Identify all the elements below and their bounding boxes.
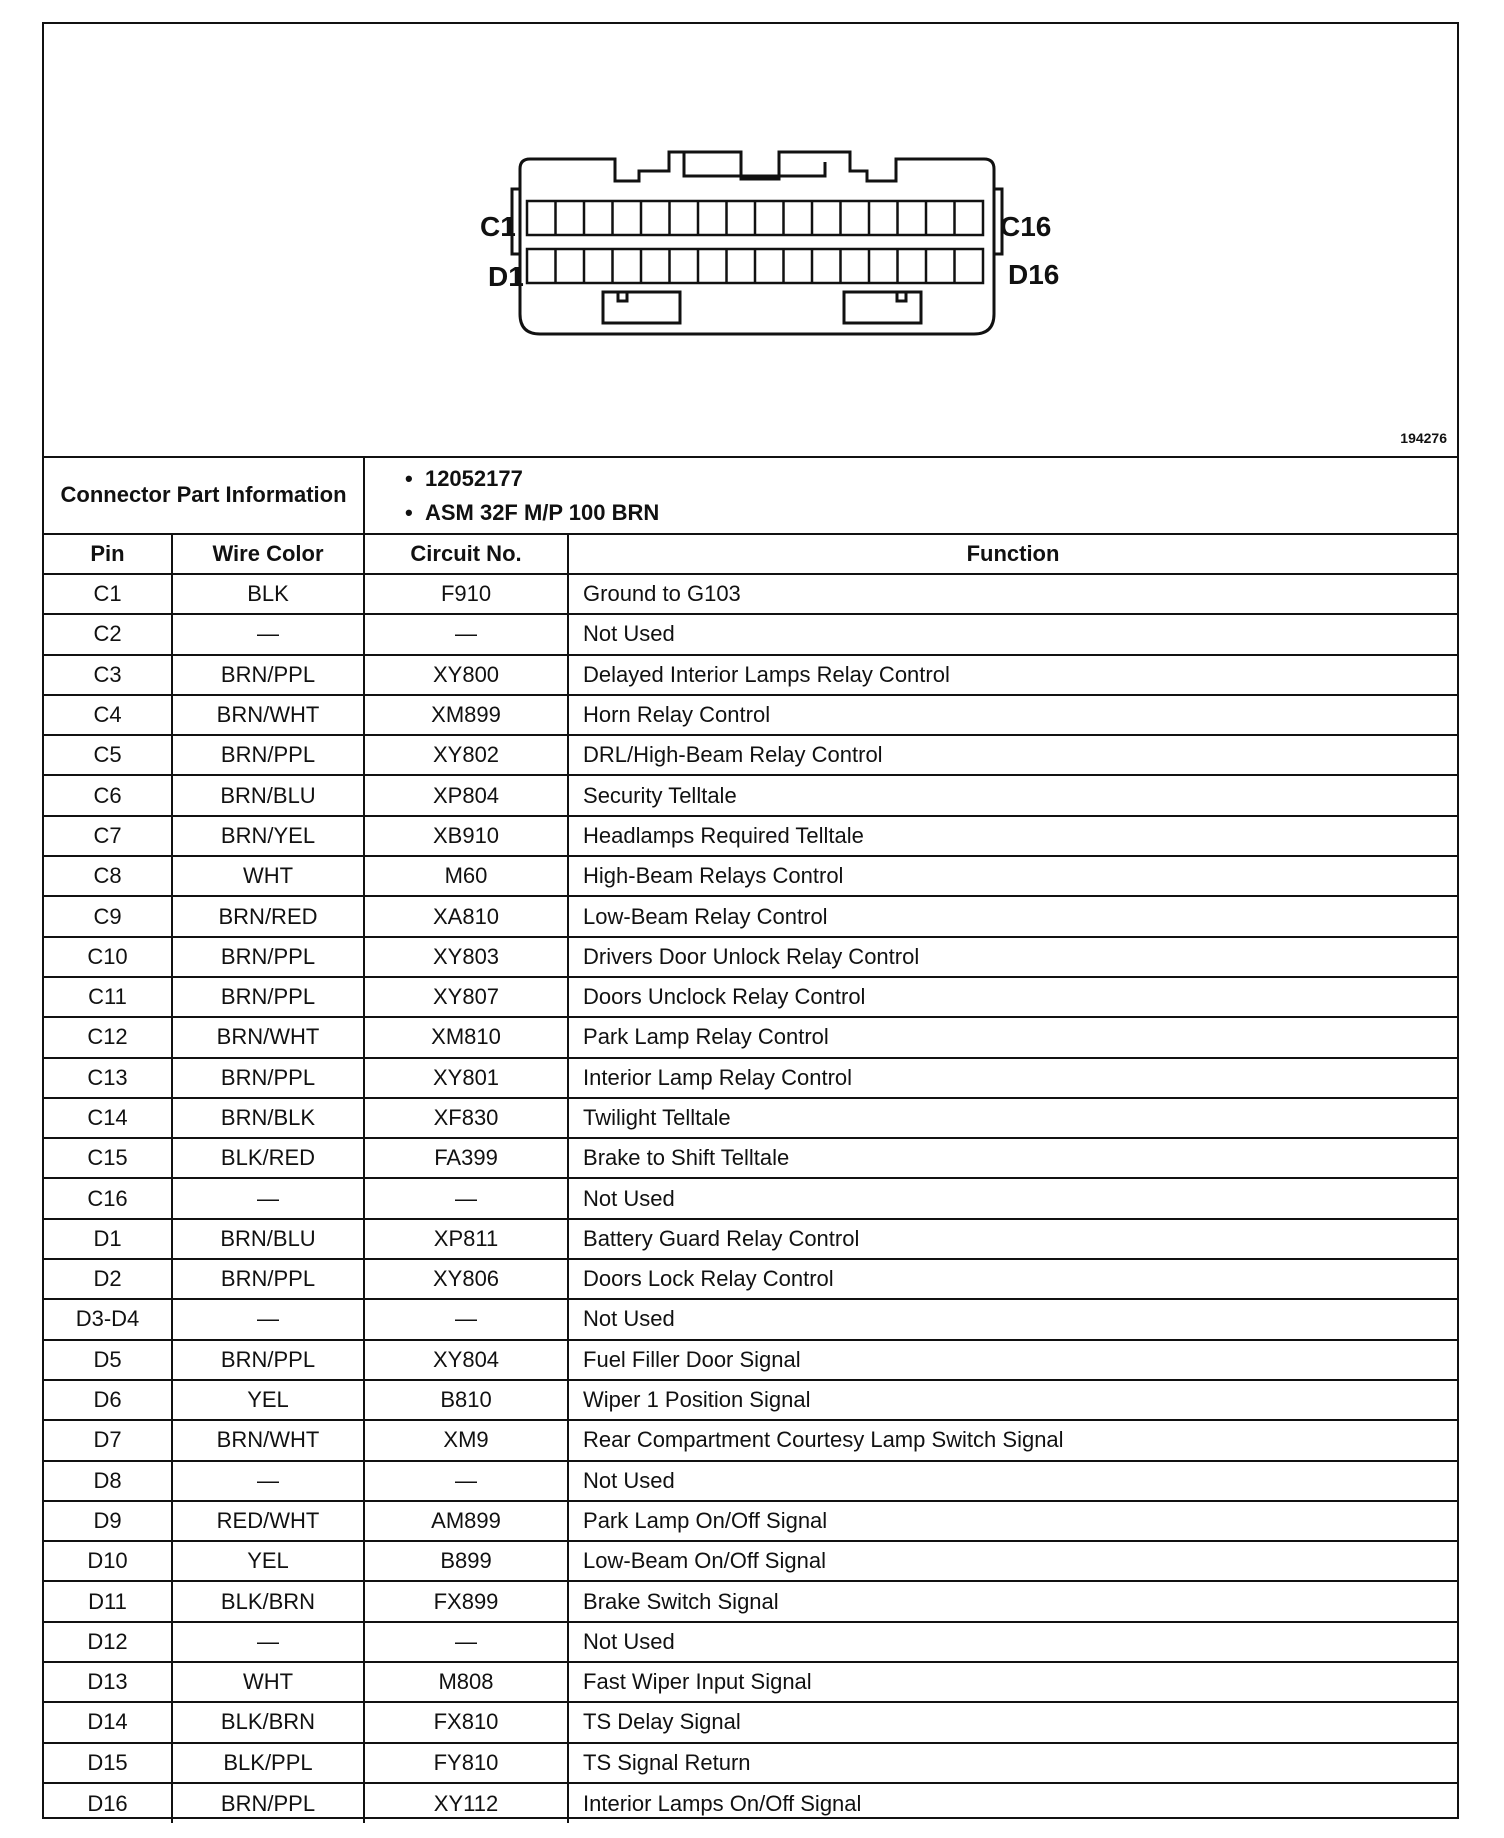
circuit-no-cell: — (364, 1622, 568, 1662)
circuit-no-cell: B810 (364, 1380, 568, 1420)
pin-label-c16: C16 (1000, 211, 1052, 242)
circuit-no-cell: FX899 (364, 1581, 568, 1621)
pin-cell: C16 (44, 1178, 172, 1218)
function-cell: TS Signal Return (568, 1743, 1457, 1783)
wire-color-cell: WHT (172, 1662, 364, 1702)
table-row (44, 1783, 1457, 1823)
function-cell: Twilight Telltale (568, 1098, 1457, 1138)
circuit-no-cell: XY803 (364, 937, 568, 977)
pin-cell: C7 (44, 816, 172, 856)
wire-color-cell: — (172, 1299, 364, 1339)
wire-color-cell: BRN/PPL (172, 977, 364, 1017)
function-cell: Headlamps Required Telltale (568, 816, 1457, 856)
wire-color-cell: YEL (172, 1380, 364, 1420)
pin-cell: D2 (44, 1259, 172, 1299)
function-cell: Not Used (568, 1461, 1457, 1501)
table-row (44, 775, 1457, 815)
function-cell: Interior Lamp Relay Control (568, 1058, 1457, 1098)
connector-sheet (42, 22, 1459, 1819)
wire-color-cell: BLK/RED (172, 1138, 364, 1178)
table-header-row (44, 534, 1457, 574)
wire-color-cell: BLK/BRN (172, 1581, 364, 1621)
circuit-no-cell: XP804 (364, 775, 568, 815)
circuit-no-cell: XY800 (364, 655, 568, 695)
circuit-no-cell: M808 (364, 1662, 568, 1702)
pin-cell: D5 (44, 1340, 172, 1380)
circuit-no-cell: FX810 (364, 1702, 568, 1742)
wire-color-cell: — (172, 1461, 364, 1501)
circuit-no-cell: XP811 (364, 1219, 568, 1259)
function-cell: Low-Beam Relay Control (568, 896, 1457, 936)
wire-color-cell: BRN/RED (172, 896, 364, 936)
circuit-no-cell: XY807 (364, 977, 568, 1017)
function-cell: Park Lamp Relay Control (568, 1017, 1457, 1057)
connector-diagram-area (44, 24, 1457, 458)
circuit-no-cell: FA399 (364, 1138, 568, 1178)
wire-color-cell: WHT (172, 856, 364, 896)
pin-cell: D11 (44, 1581, 172, 1621)
function-cell: Drivers Door Unlock Relay Control (568, 937, 1457, 977)
table-row (44, 1299, 1457, 1339)
function-cell: Not Used (568, 1178, 1457, 1218)
connector-info-label: Connector Part Information (44, 458, 364, 534)
pin-cell: C1 (44, 574, 172, 614)
pin-cell: C3 (44, 655, 172, 695)
function-cell: Not Used (568, 1299, 1457, 1339)
circuit-no-cell: F910 (364, 574, 568, 614)
function-cell: High-Beam Relays Control (568, 856, 1457, 896)
function-cell: Security Telltale (568, 775, 1457, 815)
circuit-no-cell: XY806 (364, 1259, 568, 1299)
function-cell: Fast Wiper Input Signal (568, 1662, 1457, 1702)
connector-info-item: • 12052177 (405, 465, 523, 491)
pin-cell: C2 (44, 614, 172, 654)
function-cell: Fuel Filler Door Signal (568, 1340, 1457, 1380)
table-row (44, 1461, 1457, 1501)
circuit-no-cell: XA810 (364, 896, 568, 936)
pin-label-c1: C1 (480, 211, 516, 242)
function-cell: Brake Switch Signal (568, 1581, 1457, 1621)
table-row (44, 1017, 1457, 1057)
pin-cell: C6 (44, 775, 172, 815)
circuit-no-cell: — (364, 614, 568, 654)
pin-cell: C4 (44, 695, 172, 735)
header-circuit-no: Circuit No. (364, 534, 568, 574)
table-row (44, 1380, 1457, 1420)
pin-cell: D10 (44, 1541, 172, 1581)
wire-color-cell: BRN/BLK (172, 1098, 364, 1138)
connector-info-item: • ASM 32F M/P 100 BRN (405, 499, 660, 525)
circuit-no-cell: — (364, 1299, 568, 1339)
function-cell: DRL/High-Beam Relay Control (568, 735, 1457, 775)
pin-cell: D7 (44, 1420, 172, 1460)
connector-body (512, 152, 1002, 334)
wire-color-cell: BRN/WHT (172, 1420, 364, 1460)
circuit-no-cell: XM810 (364, 1017, 568, 1057)
table-row (44, 937, 1457, 977)
table-row (44, 614, 1457, 654)
wire-color-cell: BRN/WHT (172, 1017, 364, 1057)
wire-color-cell: BRN/PPL (172, 1259, 364, 1299)
function-cell: Ground to G103 (568, 574, 1457, 614)
circuit-no-cell: B899 (364, 1541, 568, 1581)
wire-color-cell: BLK/BRN (172, 1702, 364, 1742)
table-row (44, 695, 1457, 735)
table-row (44, 1581, 1457, 1621)
wire-color-cell: BRN/PPL (172, 1783, 364, 1823)
table-row (44, 816, 1457, 856)
pin-table (44, 458, 1457, 1823)
wire-color-cell: BRN/PPL (172, 1340, 364, 1380)
pin-cell: C15 (44, 1138, 172, 1178)
wire-color-cell: — (172, 1178, 364, 1218)
table-row (44, 1340, 1457, 1380)
part-number: 12052177 (424, 465, 523, 491)
circuit-no-cell: — (364, 1461, 568, 1501)
wire-color-cell: — (172, 614, 364, 654)
table-row (44, 735, 1457, 775)
circuit-no-cell: XY802 (364, 735, 568, 775)
wire-color-cell: BRN/PPL (172, 1058, 364, 1098)
circuit-no-cell: XY804 (364, 1340, 568, 1380)
table-row (44, 1420, 1457, 1460)
function-cell: Not Used (568, 614, 1457, 654)
wire-color-cell: BRN/BLU (172, 1219, 364, 1259)
function-cell: Delayed Interior Lamps Relay Control (568, 655, 1457, 695)
pin-cell: D13 (44, 1662, 172, 1702)
function-cell: Brake to Shift Telltale (568, 1138, 1457, 1178)
pin-cell: C12 (44, 1017, 172, 1057)
pin-cell: D9 (44, 1501, 172, 1541)
part-description: ASM 32F M/P 100 BRN (424, 499, 660, 525)
circuit-no-cell: XY801 (364, 1058, 568, 1098)
function-cell: Low-Beam On/Off Signal (568, 1541, 1457, 1581)
pin-cell: C11 (44, 977, 172, 1017)
wire-color-cell: BRN/BLU (172, 775, 364, 815)
pin-label-d16: D16 (1008, 259, 1060, 290)
table-row (44, 1138, 1457, 1178)
table-row (44, 1622, 1457, 1662)
pin-cell: D3-D4 (44, 1299, 172, 1339)
table-row (44, 1662, 1457, 1702)
pin-label-d1: D1 (488, 261, 524, 292)
function-cell: Park Lamp On/Off Signal (568, 1501, 1457, 1541)
connector-info-row (44, 458, 1457, 534)
pin-cell: D6 (44, 1380, 172, 1420)
pin-cell: D15 (44, 1743, 172, 1783)
wire-color-cell: BLK/PPL (172, 1743, 364, 1783)
wire-color-cell: BRN/PPL (172, 735, 364, 775)
function-cell: Horn Relay Control (568, 695, 1457, 735)
pin-row-d (527, 249, 983, 283)
function-cell: Interior Lamps On/Off Signal (568, 1783, 1457, 1823)
pin-cell: C9 (44, 896, 172, 936)
table-row (44, 1259, 1457, 1299)
circuit-no-cell: FY810 (364, 1743, 568, 1783)
table-row (44, 856, 1457, 896)
connector-diagram (44, 24, 1457, 456)
wire-color-cell: BRN/PPL (172, 655, 364, 695)
pin-cell: C13 (44, 1058, 172, 1098)
pin-cell: C10 (44, 937, 172, 977)
wire-color-cell: RED/WHT (172, 1501, 364, 1541)
circuit-no-cell: XB910 (364, 816, 568, 856)
table-row (44, 574, 1457, 614)
function-cell: Not Used (568, 1622, 1457, 1662)
function-cell: Doors Lock Relay Control (568, 1259, 1457, 1299)
wire-color-cell: BRN/YEL (172, 816, 364, 856)
pin-cell: D12 (44, 1622, 172, 1662)
pin-cell: C5 (44, 735, 172, 775)
pin-cell: D1 (44, 1219, 172, 1259)
wire-color-cell: — (172, 1622, 364, 1662)
circuit-no-cell: XM9 (364, 1420, 568, 1460)
circuit-no-cell: AM899 (364, 1501, 568, 1541)
table-row (44, 1743, 1457, 1783)
figure-number: 194276 (1400, 430, 1447, 446)
pin-cell: C14 (44, 1098, 172, 1138)
table-row (44, 1058, 1457, 1098)
function-cell: Battery Guard Relay Control (568, 1219, 1457, 1259)
header-wire-color: Wire Color (172, 534, 364, 574)
table-row (44, 655, 1457, 695)
circuit-no-cell: M60 (364, 856, 568, 896)
table-row (44, 896, 1457, 936)
table-row (44, 1178, 1457, 1218)
circuit-no-cell: XY112 (364, 1783, 568, 1823)
function-cell: Wiper 1 Position Signal (568, 1380, 1457, 1420)
pin-row-c (527, 201, 983, 235)
pin-cell: D14 (44, 1702, 172, 1742)
wire-color-cell: BLK (172, 574, 364, 614)
header-function: Function (568, 534, 1457, 574)
table-row (44, 1541, 1457, 1581)
pin-cell: D16 (44, 1783, 172, 1823)
function-cell: Doors Unclock Relay Control (568, 977, 1457, 1017)
circuit-no-cell: XM899 (364, 695, 568, 735)
connector-info-values (364, 458, 1457, 534)
table-row (44, 1501, 1457, 1541)
circuit-no-cell: XF830 (364, 1098, 568, 1138)
function-cell: Rear Compartment Courtesy Lamp Switch Signal (568, 1420, 1457, 1460)
pin-cell: D8 (44, 1461, 172, 1501)
function-cell: TS Delay Signal (568, 1702, 1457, 1742)
circuit-no-cell: — (364, 1178, 568, 1218)
wire-color-cell: BRN/WHT (172, 695, 364, 735)
wire-color-cell: YEL (172, 1541, 364, 1581)
header-pin: Pin (44, 534, 172, 574)
table-row (44, 1219, 1457, 1259)
table-row (44, 1098, 1457, 1138)
wire-color-cell: BRN/PPL (172, 937, 364, 977)
table-row (44, 1702, 1457, 1742)
table-row (44, 977, 1457, 1017)
pin-cell: C8 (44, 856, 172, 896)
